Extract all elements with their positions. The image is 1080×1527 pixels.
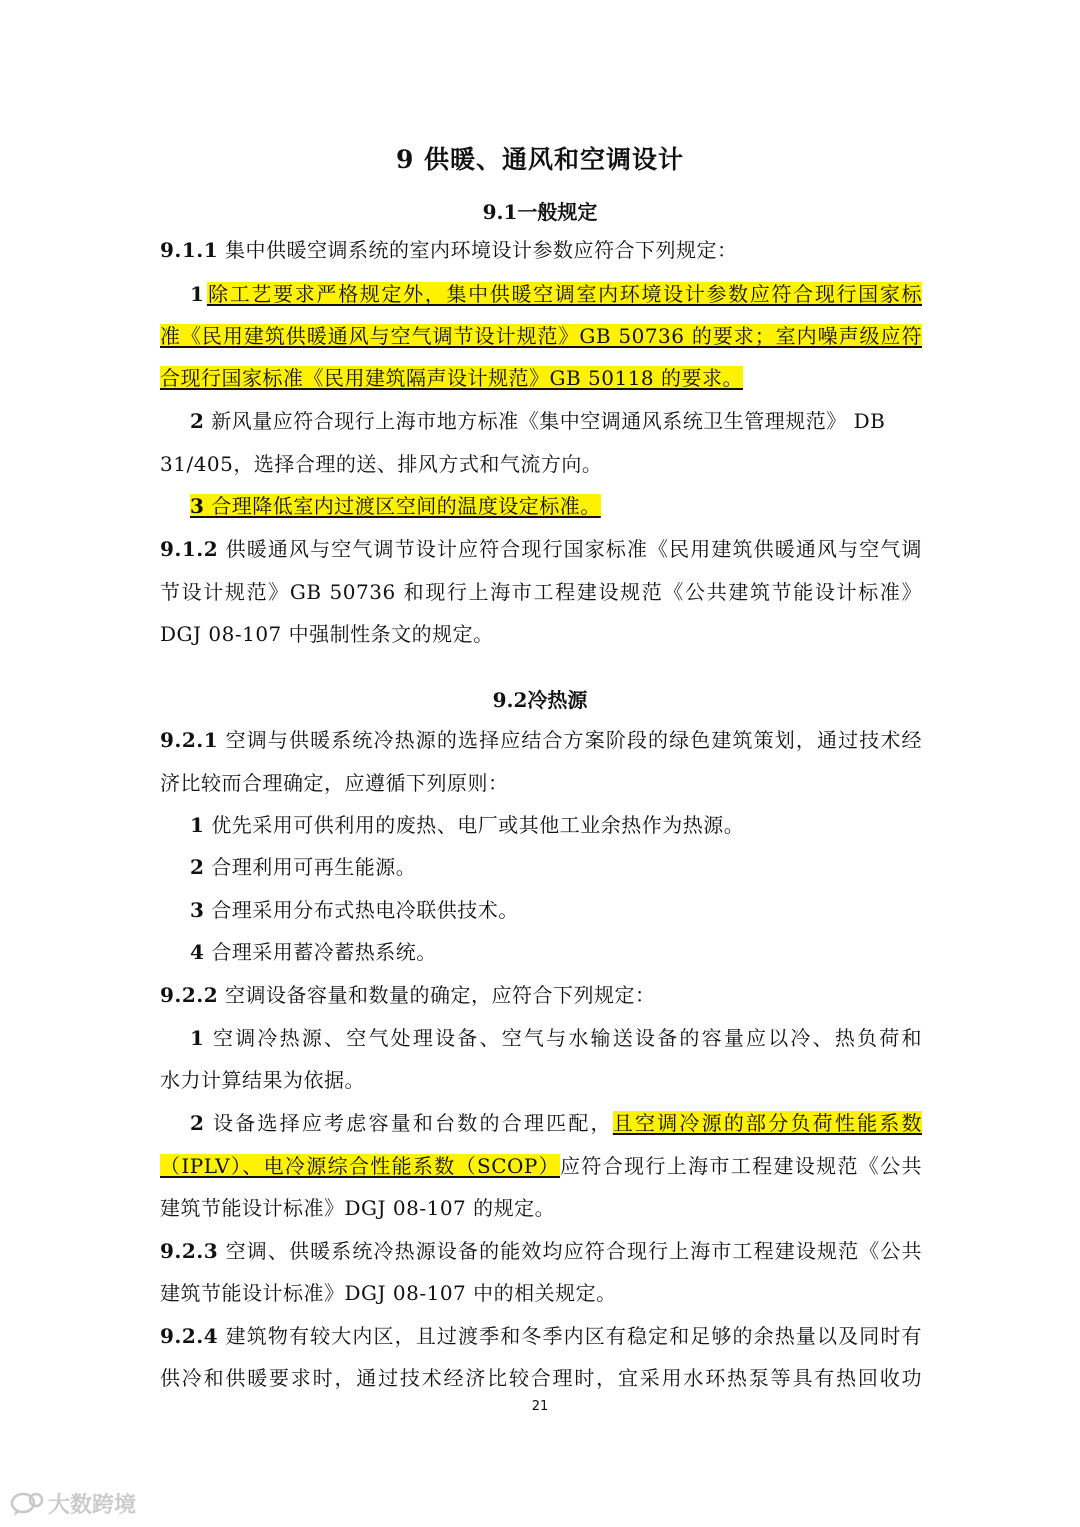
item-text: 合理利用可再生能源。 — [204, 855, 417, 879]
item-number: 2 — [190, 409, 205, 433]
highlighted-text: 合理降低室内过渡区空间的温度设定标准。 — [204, 494, 601, 518]
chapter-title: 9 供暖、通风和空调设计 — [395, 145, 685, 174]
item-number: 2 — [190, 1111, 205, 1135]
clause-9-1-2-line-3 — [160, 620, 922, 648]
watermark-text: 大数跨境 — [48, 1493, 137, 1518]
clause-number: 9.2.4 — [160, 1324, 219, 1348]
item-2-line-3 — [160, 1194, 922, 1222]
clause-number: 9.1.1 — [160, 238, 219, 262]
clause-text: 建筑物有较大内区，且过渡季和冬季内区有稳定和足够的余热量以及同时有 — [218, 1324, 922, 1348]
item-2-line-2 — [160, 1152, 922, 1180]
item-number: 2 — [190, 855, 205, 879]
clause-9-2-1-line-1 — [160, 726, 922, 754]
clause-9-2-3-line-1 — [160, 1237, 922, 1265]
item-2-line-2 — [160, 450, 922, 478]
page-number: 21 — [531, 1399, 549, 1414]
highlighted-text: 且空调冷源的部分负荷性能系数 — [612, 1111, 922, 1135]
item-text: 优先采用可供利用的废热、电厂或其他工业余热作为热源。 — [204, 813, 745, 837]
item-3 — [190, 492, 922, 520]
clause-9-2-4-line-1 — [160, 1322, 922, 1350]
item-1-line-2 — [160, 1066, 922, 1094]
item-1-line-1 — [190, 1024, 922, 1052]
clause-9-2-1-line-2 — [160, 769, 922, 797]
clause-number: 9.2.2 — [160, 983, 219, 1007]
clause-9-2-3-line-2 — [160, 1279, 922, 1307]
clause-text: 建筑节能设计标准》DGJ 08-107 中的相关规定。 — [160, 1281, 617, 1305]
clause-number: 9.1.2 — [160, 537, 219, 561]
item-2-line-1 — [190, 407, 922, 435]
clause-text: 济比较而合理确定，应遵循下列原则： — [160, 771, 509, 795]
highlighted-text: （IPLV）、电冷源综合性能系数（SCOP） — [160, 1154, 561, 1178]
clause-number: 9.2.3 — [160, 1239, 219, 1263]
section-heading-9-1: 9.1一般规定 — [482, 200, 598, 224]
highlighted-text: 除工艺要求严格规定外，集中供暖空调室内环境设计参数应符合现行国家标 — [206, 282, 922, 306]
item-1-line-1 — [190, 280, 922, 308]
clause-9-1-2-line-2 — [160, 578, 922, 606]
item-2-line-1 — [190, 1109, 922, 1137]
clause-text: 空调设备容量和数量的确定，应符合下列规定： — [218, 983, 656, 1007]
item-number: 4 — [190, 940, 205, 964]
clause-text: 空调、供暖系统冷热源设备的能效均应符合现行上海市工程建设规范《公共 — [218, 1239, 922, 1263]
item-number: 1 — [190, 282, 205, 306]
clause-text: 节设计规范》GB 50736 和现行上海市工程建设规范《公共建筑节能设计标准》 — [160, 580, 922, 604]
item-text: 应符合现行上海市工程建设规范《公共 — [560, 1154, 922, 1178]
clause-9-1-1 — [160, 236, 922, 264]
list-item — [190, 811, 922, 839]
list-item — [190, 938, 922, 966]
bubble-logo-icon — [10, 1491, 44, 1517]
item-number: 3 — [190, 898, 205, 922]
item-text: 建筑节能设计标准》DGJ 08-107 的规定。 — [160, 1196, 556, 1220]
clause-text: 空调与供暖系统冷热源的选择应结合方案阶段的绿色建筑策划，通过技术经 — [218, 728, 922, 752]
list-item — [190, 853, 922, 881]
item-number: 3 — [190, 494, 205, 518]
item-text: 水力计算结果为依据。 — [160, 1068, 365, 1092]
item-text: 新风量应符合现行上海市地方标准《集中空调通风系统卫生管理规范》 DB — [204, 409, 886, 433]
clause-9-1-2-line-1 — [160, 535, 922, 563]
clause-text: 供冷和供暖要求时，通过技术经济比较合理时，宜采用水环热泵等具有热回收功 — [160, 1366, 922, 1390]
list-item — [190, 896, 922, 924]
item-number: 1 — [190, 1026, 205, 1050]
highlighted-text: 准《民用建筑供暖通风与空气调节设计规范》GB 50736 的要求；室内噪声级应符 — [160, 324, 922, 348]
clause-number: 9.2.1 — [160, 728, 219, 752]
item-text: 设备选择应考虑容量和台数的合理匹配， — [204, 1111, 613, 1135]
item-text: 合理采用蓄冷蓄热系统。 — [204, 940, 437, 964]
item-text: 空调冷热源、空气处理设备、空气与水输送设备的容量应以冷、热负荷和 — [204, 1026, 922, 1050]
clause-text: 供暖通风与空气调节设计应符合现行国家标准《民用建筑供暖通风与空气调 — [218, 537, 922, 561]
item-1-line-2 — [160, 322, 922, 350]
clause-9-2-2 — [160, 981, 922, 1009]
watermark — [10, 1488, 136, 1519]
highlighted-text: 合现行国家标准《民用建筑隔声设计规范》GB 50118 的要求。 — [160, 366, 744, 390]
clause-text: 集中供暖空调系统的室内环境设计参数应符合下列规定： — [218, 238, 738, 262]
item-1-line-3 — [160, 364, 922, 392]
section-heading-9-2: 9.2冷热源 — [492, 688, 588, 712]
item-number: 1 — [190, 813, 205, 837]
item-text: 31/405，选择合理的送、排风方式和气流方向。 — [160, 452, 603, 476]
clause-9-2-4-line-2 — [160, 1364, 922, 1392]
clause-text: DGJ 08-107 中强制性条文的规定。 — [160, 622, 494, 646]
item-text: 合理采用分布式热电冷联供技术。 — [204, 898, 519, 922]
